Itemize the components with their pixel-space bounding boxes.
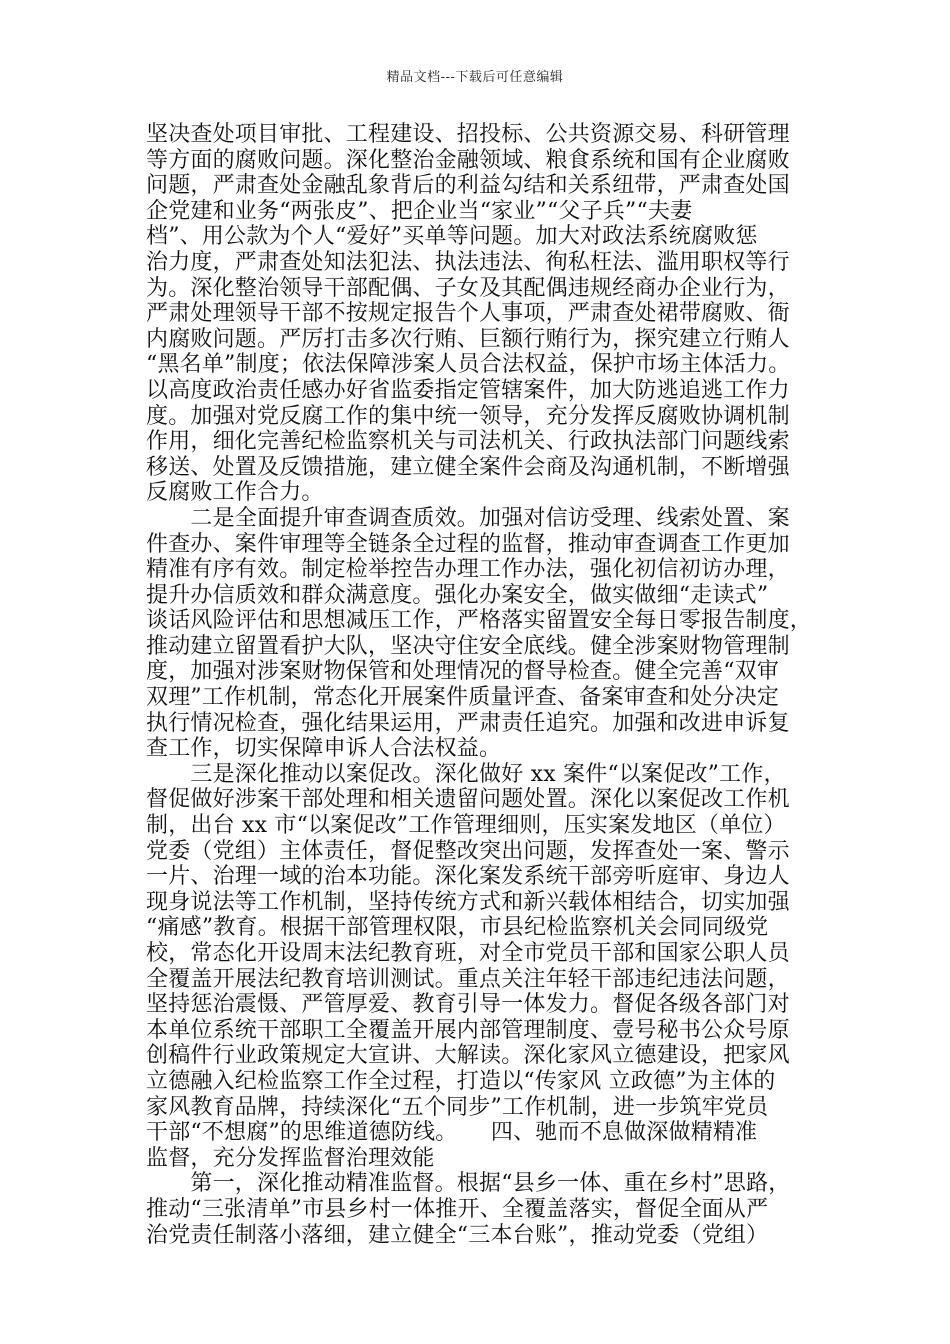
text-line: 全覆盖开展法纪教育培训测试。重点关注年轻干部违纪违法问题， [146,966,790,992]
text-line: 校，常态化开设周末法纪教育班，对全市党员干部和国家公职人员 [146,941,790,966]
text-line: 二是全面提升审查调查质效。加强对信访受理、线索处置、案 [146,505,790,531]
text-line: 精准有序有效。制定检举控告办理工作办法，强化初信初访办理， [146,557,790,583]
text-line: 等方面的腐败问题。深化整治金融领域、粮食系统和国有企业腐败 [146,147,790,173]
text-line: 提升办信质效和群众满意度。强化办案安全，做实做细“走读式” [146,582,769,608]
text-line: 治力度，严肃查处知法犯法、执法违法、徇私枉法、滥用职权等行 [146,249,790,275]
text-line: 执行情况检查，强化结果运用，严肃责任追究。加强和改进申诉复 [146,710,790,736]
text-line: 问题，严肃查处金融乱象背后的利益勾结和关系纽带，严肃查处国 [146,173,790,199]
text-line: 移送、处置及反馈措施，建立健全案件会商及沟通机制，不断增强 [146,454,790,480]
text-line: 企党建和业务“两张皮”、把企业当“家业”“父子兵”“夫妻 [146,198,693,224]
text-line: “痛感”教育。根据干部管理权限，市县纪检监察机关会同同级党 [146,915,769,941]
text-line: 档”、用公款为个人“爱好”买单等问题。加大对政法系统腐败惩 [146,224,758,250]
text-line: 作用，细化完善纪检监察机关与司法机关、行政执法部门问题线索 [146,429,790,455]
text-line: 坚持惩治震慑、严管厚爱、教育引导一体发力。督促各级各部门对 [146,992,790,1018]
text-line: 督促做好涉案干部处理和相关遗留问题处置。深化以案促改工作机 [146,787,790,813]
text-line: 一片、治理一域的治本功能。深化案发系统干部旁听庭审、身边人 [146,864,790,890]
document-body [146,122,834,1248]
text-line: 现身说法等工作机制，坚持传统方式和新兴载体相结合，切实加强 [146,889,790,915]
text-line: 家风教育品牌，持续深化“五个同步”工作机制，进一步筑牢党员 [146,1094,769,1120]
text-line: 立德融入纪检监察工作全过程，打造以“传家风 立政德”为主体的 [146,1068,776,1094]
text-line: 治党责任制落小落细，建立健全“三本台账”，推动党委（党组） [146,1222,769,1248]
text-line: 度，加强对涉案财物保管和处理情况的督导检查。健全完善“双审 [146,659,780,685]
text-line: 为。深化整治领导干部配偶、子女及其配偶违规经商办企业行为， [146,275,790,301]
text-line: 干部“不想腐”的思维道德防线。 四、驰而不息做深做精精准 [146,1120,758,1146]
text-line: 内腐败问题。严厉打击多次行贿、巨额行贿行为，探究建立行贿人 [146,326,790,352]
text-line: 坚决查处项目审批、工程建设、招投标、公共资源交易、科研管理 [146,122,790,147]
text-line: 创稿件行业政策规定大宣讲、大解读。深化家风立德建设，把家风 [146,1043,790,1069]
text-line: 三是深化推动以案促改。深化做好 xx 案件“以案促改”工作， [146,761,786,787]
text-line: 监督，充分发挥监督治理效能 [146,1145,435,1171]
text-line: 制，出台 xx 市“以案促改”工作管理细则，压实案发地区（单位） [146,813,786,839]
text-line: 推动建立留置看护大队，坚决守住安全底线。健全涉案财物管理制 [146,633,790,659]
text-line: 本单位系统干部职工全覆盖开展内部管理制度、壹号秘书公众号原 [146,1017,790,1043]
text-line: 查工作，切实保障申诉人合法权益。 [146,736,502,762]
text-line: 推动“三张清单”市县乡村一体推开、全覆盖落实，督促全面从严 [146,1196,769,1222]
text-line: 党委（党组）主体责任，督促整改突出问题，发挥查处一案、警示 [146,838,790,864]
text-line: 谈话风险评估和思想减压工作，严格落实留置安全每日零报告制度， [146,608,813,634]
text-line: 以高度政治责任感办好省监委指定管辖案件，加大防逃追逃工作力 [146,377,790,403]
text-line: 第一，深化推动精准监督。根据“县乡一体、重在乡村”思路， [146,1171,791,1197]
text-line: 严肃处理领导干部不按规定报告个人事项，严肃查处裙带腐败、衙 [146,301,790,327]
page-header: 精品文档---下载后可任意编辑 [386,70,564,85]
text-line: 双理”工作机制，常态化开展案件质量评查、备案审查和处分决定 [146,685,780,711]
text-line: 反腐败工作合力。 [146,480,324,506]
text-line: 度。加强对党反腐工作的集中统一领导，充分发挥反腐败协调机制 [146,403,790,429]
text-line: “黑名单”制度；依法保障涉案人员合法权益，保护市场主体活力。 [146,352,791,378]
text-line: 件查办、案件审理等全链条全过程的监督，推动审查调查工作更加 [146,531,790,557]
